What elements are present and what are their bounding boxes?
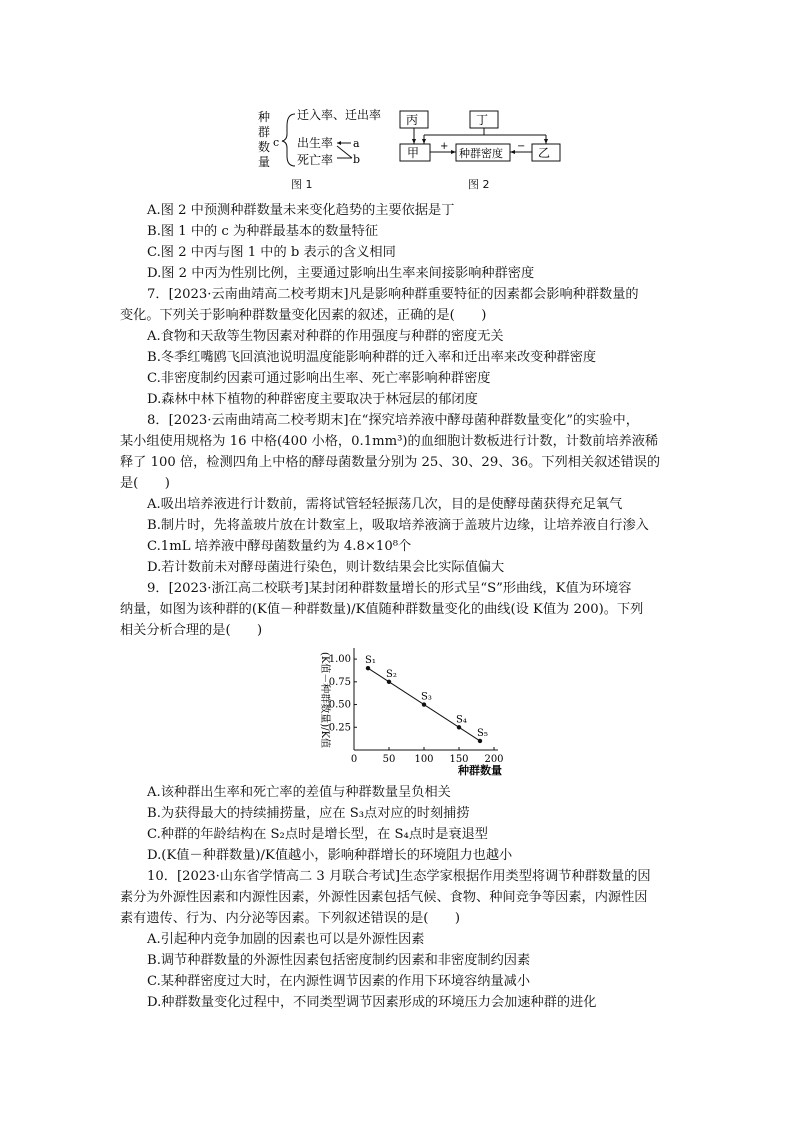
q10-stem-line-1: 10．[2023·山东省学情高二 3 月联合考试]生态学家根据作用类型将调节种群数量的因 <box>147 869 651 884</box>
point-label: S₁ <box>365 655 376 667</box>
x-tick-label: 150 <box>449 754 469 765</box>
fig1-vlabel-3: 量 <box>258 155 271 169</box>
q9-option-a: A.该种群出生率和死亡率的差值与种群数量呈负相关 <box>147 785 451 800</box>
q9-option-d: D.(K值－种群数量)/K值越小，影响种群增长的环境阻力也越小 <box>147 848 513 863</box>
figure-1 <box>255 106 385 188</box>
data-point <box>387 680 391 684</box>
fig2-arrowhead-2 <box>422 139 426 144</box>
fig1-brace <box>282 114 295 166</box>
fig1-row3: 死亡率 <box>297 153 334 167</box>
data-point <box>422 702 426 706</box>
fig1-row1: 迁入率、迁出率 <box>297 108 382 122</box>
q9-stem-line-3: 相关分析合理的是( ) <box>120 623 263 638</box>
q7-option-b: B.冬季红嘴鸥飞回滇池说明温度能影响种群的迁入率和迁出率来改变种群密度 <box>147 350 597 365</box>
fig1-b: b <box>353 153 361 166</box>
fig2-caption: 图 2 <box>468 178 490 191</box>
q6-option-c: C.图 2 中丙与图 1 中的 b 表示的含义相同 <box>147 245 396 260</box>
fig1-c: c <box>273 136 280 149</box>
fig1-vlabel-1: 群 <box>258 125 271 139</box>
q8-stem-line-1: 8．[2023·云南曲靖高二校考期末]在“探究培养液中酵母菌种群数量变化”的实验中， <box>147 413 639 428</box>
point-label: S₂ <box>386 668 397 680</box>
fig2-arrowhead-1 <box>412 139 416 144</box>
x-tick-label: 50 <box>382 754 396 765</box>
fig1-arrow-b1 <box>337 146 352 158</box>
q7-stem-line-1: 7．[2023·云南曲靖高二校考期末]凡是影响种群重要特征的因素都会影响种群数量的 <box>147 287 639 302</box>
fig1-caption: 图 1 <box>291 178 313 191</box>
fig2-arrowhead-3 <box>544 139 548 144</box>
q8-stem-line-2: 某小组使用规格为 16 中格(400 小格，0.1mm³)的血细胞计数板进行计数，计数前培养液稀 <box>120 434 659 449</box>
fig1-arrowhead-a <box>337 141 341 145</box>
q7-stem-line-2: 变化。下列关于影响种群数量变化因素的叙述，正确的是( ) <box>120 308 487 323</box>
data-point <box>366 666 370 670</box>
data-point <box>457 725 461 729</box>
fig2-arrowhead-4 <box>451 150 456 154</box>
x-tick-label: 100 <box>414 754 434 765</box>
q8-stem-line-4: 是( ) <box>120 476 170 491</box>
figure-2 <box>396 108 566 168</box>
fig2-density: 种群密度 <box>459 147 503 160</box>
point-label: S₄ <box>456 714 467 726</box>
q10-option-d: D.种群数量变化过程中，不同类型调节因素形成的环境压力会加速种群的进化 <box>147 995 597 1010</box>
y-axis-label: (K值－种群数量)/K值 <box>319 651 330 749</box>
q8-option-c: C.1mL 培养液中酵母菌数量约为 4.8×10⁸个 <box>147 539 412 554</box>
fig1-vlabel-0: 种 <box>258 110 271 124</box>
fig2-jia: 甲 <box>407 146 420 160</box>
q7-option-d: D.森林中林下植物的种群密度主要取决于林冠层的郁闭度 <box>147 392 478 407</box>
q7-option-a: A.食物和天敌等生物因素对种群的作用强度与种群的密度无关 <box>147 329 504 344</box>
q8-option-a: A.吸出培养液进行计数前，需将试管轻轻振荡几次，目的是使酵母菌获得充足氧气 <box>147 497 623 512</box>
q9-option-c: C.种群的年龄结构在 S₂点时是增长型，在 S₄点时是衰退型 <box>147 827 488 842</box>
y-tick-label: 0.50 <box>328 699 351 711</box>
fig1-a: a <box>353 137 360 150</box>
q8-stem-line-3: 释了 100 倍，检测四角上中格的酵母菌数量分别为 25、30、29、36。下列相关叙述错误的 <box>120 455 661 470</box>
y-tick-label: 0.25 <box>328 722 351 734</box>
q9-chart <box>310 644 510 776</box>
y-tick-label: 1.00 <box>328 654 351 666</box>
fig2-plus: + <box>440 141 449 152</box>
fig2-yi: 乙 <box>538 146 551 160</box>
q9-option-b: B.为获得最大的持续捕捞量，应在 S₃点对应的时刻捕捞 <box>147 806 470 821</box>
fig2-minus: − <box>517 141 526 152</box>
q7-option-c: C.非密度制约因素可通过影响出生率、死亡率影响种群密度 <box>147 371 491 386</box>
q6-option-d: D.图 2 中丙为性别比例，主要通过影响出生率来间接影响种群密度 <box>147 266 535 281</box>
fig2-ding: 丁 <box>476 113 489 127</box>
fig1-row2: 出生率 <box>297 136 334 150</box>
x-tick-label: 200 <box>484 754 504 765</box>
data-point <box>478 739 482 743</box>
q9-stem-line-2: 纳量，如图为该种群的(K值－种群数量)/K值随种群数量变化的曲线(设 K值为 200)。下列 <box>120 602 644 617</box>
q10-option-c: C.某种群密度过大时，在内源性调节因素的作用下环境容纳量减小 <box>147 974 531 989</box>
fig1-vlabel-2: 数 <box>258 140 271 154</box>
q8-option-b: B.制片时，先将盖玻片放在计数室上，吸取培养液滴于盖玻片边缘，让培养液自行渗入 <box>147 518 649 533</box>
q6-option-b: B.图 1 中的 c 为种群最基本的数量特征 <box>147 224 379 239</box>
fig2-arrowhead-5 <box>510 150 515 154</box>
q10-stem-line-2: 素分为外源性因素和内源性因素，外源性因素包括气候、食物、种间竞争等因素，内源性因 <box>120 890 648 905</box>
q10-option-a: A.引起种内竞争加剧的因素也可以是外源性因素 <box>147 932 425 947</box>
fig2-bing: 丙 <box>406 113 419 127</box>
x-axis-label: 种群数量 <box>458 764 502 776</box>
q10-option-b: B.调节种群数量的外源性因素包括密度制约因素和非密度制约因素 <box>147 953 531 968</box>
point-label: S₃ <box>421 691 432 703</box>
q9-stem-line-1: 9．[2023·浙江高二校联考]某封闭种群数量增长的形式呈“S”形曲线，K值为环境容 <box>147 581 632 596</box>
x-tick-label: 0 <box>350 754 358 765</box>
q8-option-d: D.若计数前未对酵母菌进行染色，则计数结果会比实际值偏大 <box>147 560 505 575</box>
y-tick-label: 0.75 <box>328 676 351 688</box>
q10-stem-line-3: 素有遗传、行为、内分泌等因素。下列叙述错误的是( ) <box>120 911 460 926</box>
q6-option-a: A.图 2 中预测种群数量未来变化趋势的主要依据是丁 <box>147 203 455 218</box>
point-label: S₅ <box>477 727 488 739</box>
